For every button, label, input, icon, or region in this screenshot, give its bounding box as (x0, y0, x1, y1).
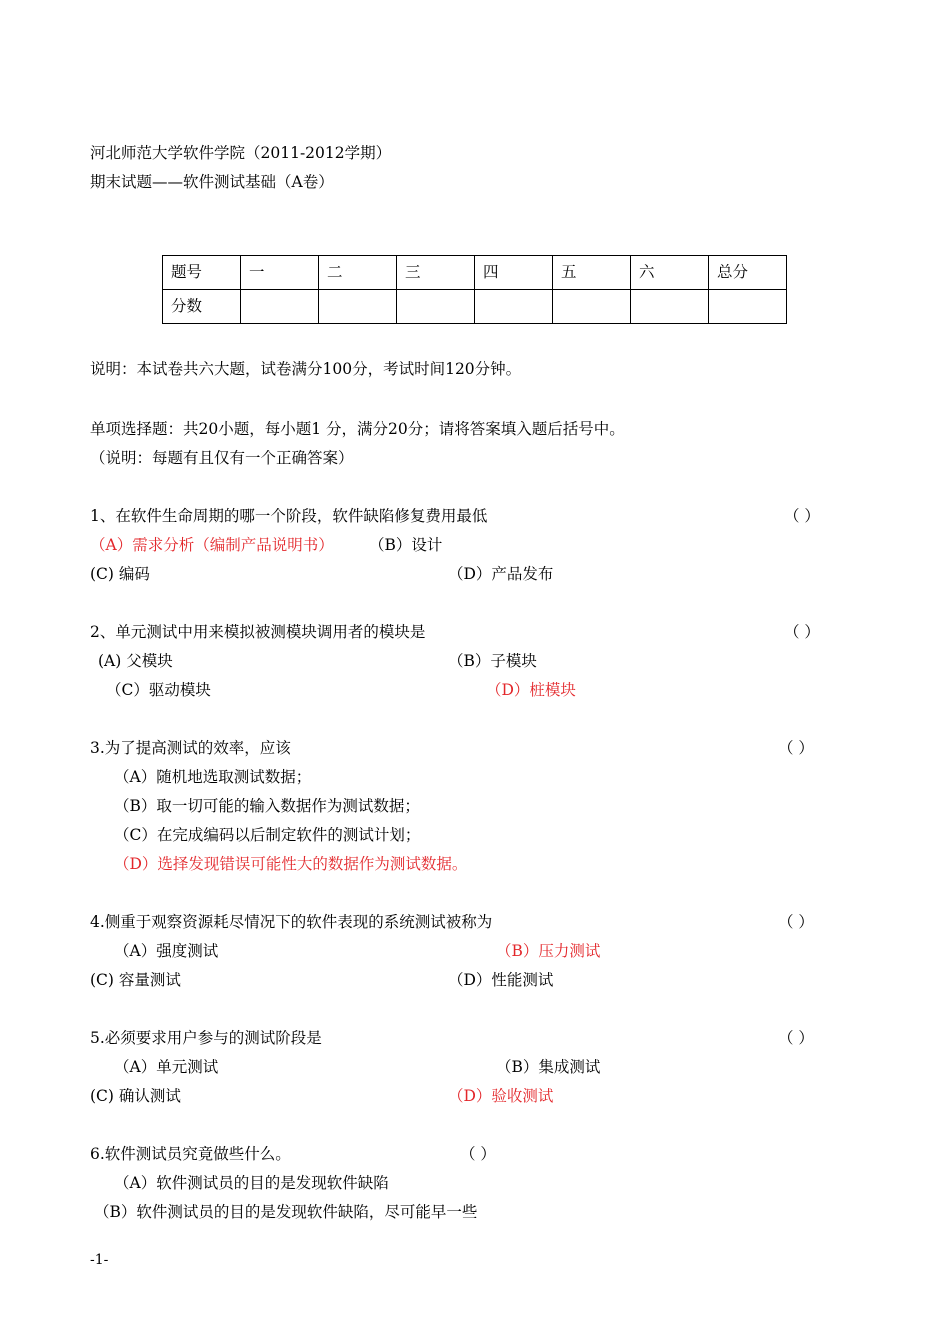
score-cell (553, 290, 631, 324)
score-cell (397, 290, 475, 324)
score-cell: 题号 (163, 256, 241, 290)
score-cell (631, 290, 709, 324)
score-cell (319, 290, 397, 324)
score-cell: 三 (397, 256, 475, 290)
question-4-text: 4.侧重于观察资源耗尽情况下的软件表现的系统测试被称为 (90, 913, 493, 931)
answer-bracket: （ ） (460, 1145, 496, 1163)
answer-bracket: （ ） (778, 913, 814, 931)
question-1-text: 1、在软件生命周期的哪一个阶段，软件缺陷修复费用最低 (90, 507, 488, 525)
score-cell: 五 (553, 256, 631, 290)
q2-option-c: （C）驱动模块 (106, 681, 211, 699)
answer-bracket: （ ） (778, 739, 814, 757)
q3-option-d: （D）选择发现错误可能性大的数据作为测试数据。 (114, 855, 468, 873)
score-cell: 六 (631, 256, 709, 290)
score-cell (709, 290, 787, 324)
score-cell (475, 290, 553, 324)
q4-option-c: (C) 容量测试 (90, 971, 181, 989)
score-cell: 总分 (709, 256, 787, 290)
q5-option-c: (C) 确认测试 (90, 1087, 181, 1105)
q5-option-d: （D）验收测试 (448, 1087, 554, 1105)
score-table-score-row (163, 290, 787, 324)
score-table-header-row (163, 256, 787, 290)
score-table (162, 255, 787, 324)
q5-option-b: （B）集成测试 (496, 1058, 601, 1076)
question-2-text: 2、单元测试中用来模拟被测模块调用者的模块是 (90, 623, 426, 641)
question-5-text: 5.必须要求用户参与的测试阶段是 (90, 1029, 322, 1047)
score-cell: 一 (241, 256, 319, 290)
question-6-text: 6.软件测试员究竟做些什么。 (90, 1145, 291, 1163)
section-title: 单项选择题：共20小题，每小题1 分，满分20分；请将答案填入题后括号中。 (90, 420, 625, 438)
q6-option-b: （B）软件测试员的目的是发现软件缺陷，尽可能早一些 (94, 1203, 478, 1221)
q1-option-d: （D）产品发布 (448, 565, 554, 583)
exam-header-title: 期末试题——软件测试基础（A卷） (90, 173, 334, 191)
q4-option-b: （B）压力测试 (496, 942, 601, 960)
exam-header-school: 河北师范大学软件学院（2011-2012学期） (90, 144, 392, 162)
question-3-text: 3.为了提高测试的效率，应该 (90, 739, 291, 757)
q3-option-b: （B）取一切可能的输入数据作为测试数据； (114, 797, 420, 815)
q2-option-a: (A) 父模块 (98, 652, 173, 670)
score-cell: 二 (319, 256, 397, 290)
q6-option-a: （A）软件测试员的目的是发现软件缺陷 (114, 1174, 389, 1192)
score-cell (241, 290, 319, 324)
q3-option-c: （C）在完成编码以后制定软件的测试计划； (114, 826, 421, 844)
page-number: -1- (90, 1252, 109, 1268)
q2-option-d: （D）桩模块 (486, 681, 576, 699)
q5-option-a: （A）单元测试 (114, 1058, 219, 1076)
q4-option-a: （A）强度测试 (114, 942, 219, 960)
section-note: （说明：每题有且仅有一个正确答案） (90, 449, 354, 467)
q3-option-a: （A）随机地选取测试数据； (114, 768, 312, 786)
q1-option-a: （A）需求分析（编制产品说明书） (90, 536, 334, 554)
score-cell: 四 (475, 256, 553, 290)
q1-option-c: (C) 编码 (90, 565, 150, 583)
q2-option-b: （B）子模块 (448, 652, 537, 670)
q4-option-d: （D）性能测试 (448, 971, 554, 989)
answer-bracket: （ ） (784, 507, 820, 525)
q1-option-b: （B）设计 (369, 536, 443, 554)
exam-instructions: 说明：本试卷共六大题，试卷满分100分，考试时间120分钟。 (90, 360, 522, 378)
answer-bracket: （ ） (784, 623, 820, 641)
answer-bracket: （ ） (778, 1029, 814, 1047)
score-cell: 分数 (163, 290, 241, 324)
